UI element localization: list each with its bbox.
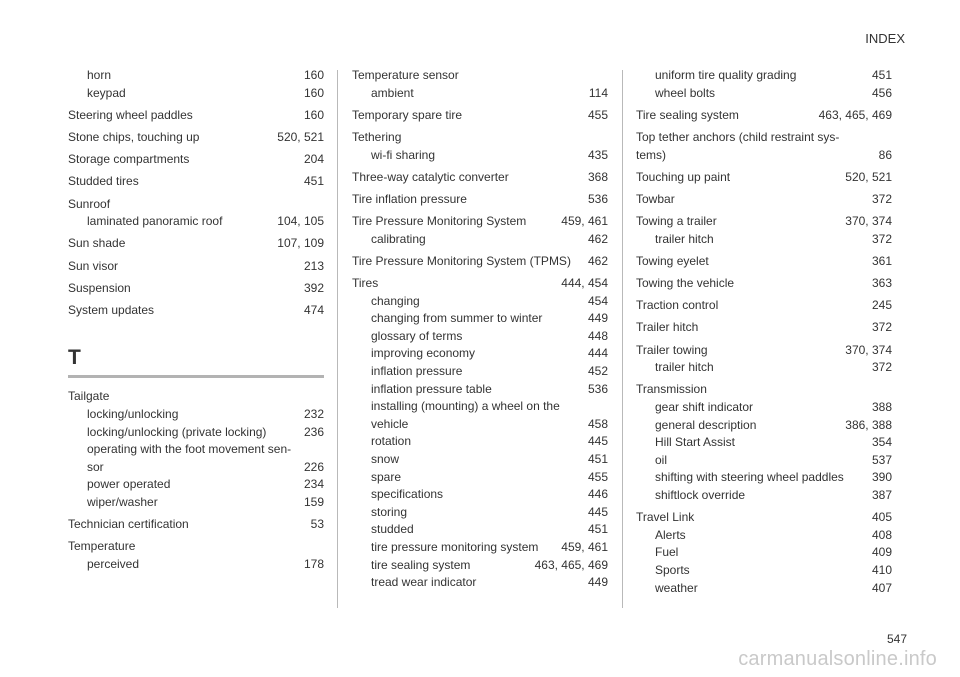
- index-subentry: [352, 557, 608, 575]
- entry-label-line: vehicle: [371, 416, 409, 431]
- entry-label: Sun shade: [68, 236, 126, 251]
- entry-label: [636, 129, 879, 164]
- entry-page-ref: 474: [303, 302, 324, 317]
- entry-label: rotation: [371, 434, 412, 449]
- index-subentry: [352, 381, 608, 399]
- entry-label: changing: [371, 293, 420, 308]
- index-subentry: [636, 417, 892, 435]
- entry-label: Suspension: [68, 280, 131, 295]
- entry-label: Touching up paint: [636, 169, 731, 184]
- index-subentry: [352, 521, 608, 539]
- entry-page-ref: 245: [871, 298, 892, 313]
- entry-label: Towing eyelet: [636, 253, 709, 268]
- entry-label: ambient: [371, 85, 414, 100]
- index-entry: [636, 342, 892, 360]
- entry-page-ref: 370, 374: [845, 214, 892, 229]
- index-subentry: [636, 562, 892, 580]
- entry-label-line: sor: [87, 459, 104, 474]
- entry-page-ref: 448: [587, 328, 608, 343]
- entry-label: locking/unlocking (private locking): [87, 424, 267, 439]
- section-divider: [68, 375, 324, 378]
- index-column-1: [68, 67, 324, 574]
- index-subentry: [68, 556, 324, 574]
- index-subentry: [352, 451, 608, 469]
- entry-page-ref: 213: [303, 258, 324, 273]
- entry-label: Alerts: [655, 527, 686, 542]
- index-subentry: [68, 476, 324, 494]
- entry-label: Towing a trailer: [636, 214, 717, 229]
- entry-page-ref: 446: [587, 487, 608, 502]
- entry-label-line: Top tether anchors (child restraint sys-: [636, 129, 840, 144]
- entry-page-ref: 178: [303, 557, 324, 571]
- entry-label: Fuel: [655, 545, 679, 560]
- entry-label: trailer hitch: [655, 231, 714, 246]
- entry-label: laminated panoramic roof: [87, 214, 223, 229]
- index-entry: [68, 173, 324, 191]
- entry-page-ref: 449: [587, 311, 608, 326]
- index-subentry: [636, 452, 892, 470]
- index-subentry: [352, 293, 608, 311]
- index-subentry: [636, 527, 892, 545]
- index-subentry: [352, 574, 608, 592]
- entry-page-ref: 435: [587, 147, 608, 162]
- index-subentry: [68, 424, 324, 442]
- entry-page-ref: 410: [871, 562, 892, 577]
- index-entry: [636, 213, 892, 231]
- index-subentry: [68, 67, 324, 85]
- index-entry: [636, 297, 892, 315]
- entry-page-ref: 463, 465, 469: [818, 107, 892, 122]
- entry-label: Stone chips, touching up: [68, 129, 200, 144]
- entry-label: changing from summer to winter: [371, 311, 543, 326]
- entry-label: Tire inflation pressure: [352, 191, 467, 206]
- entry-label: gear shift indicator: [655, 400, 754, 415]
- index-subentry: [352, 310, 608, 328]
- index-entry: [352, 253, 608, 271]
- entry-page-ref: 388: [871, 400, 892, 415]
- entry-label: Transmission: [636, 382, 707, 397]
- entry-label: storing: [371, 504, 408, 519]
- entry-page-ref: 444, 454: [561, 276, 608, 291]
- index-entry: [68, 388, 324, 406]
- column-divider: [337, 70, 338, 608]
- entry-label: Hill Start Assist: [655, 435, 736, 450]
- index-subentry: [68, 213, 324, 231]
- index-entry: [636, 319, 892, 337]
- index-subentry: [636, 359, 892, 377]
- entry-label: keypad: [87, 85, 126, 100]
- entry-page-ref: 536: [587, 381, 608, 396]
- index-entry: [68, 258, 324, 276]
- entry-label: general description: [655, 417, 757, 432]
- entry-page-ref: 536: [587, 191, 608, 206]
- index-entry: [636, 129, 892, 164]
- entry-label: Sun visor: [68, 258, 119, 273]
- entry-label: tire sealing system: [371, 557, 471, 572]
- index-column-2: [352, 67, 608, 592]
- entry-page-ref: 232: [303, 407, 324, 422]
- index-entry: [636, 381, 892, 399]
- entry-page-ref: 368: [587, 169, 608, 184]
- index-subentry: [636, 487, 892, 505]
- index-subentry: [352, 486, 608, 504]
- entry-page-ref: 520, 521: [277, 129, 324, 144]
- entry-label: Technician certification: [68, 517, 189, 532]
- entry-page-ref: 455: [587, 107, 608, 122]
- entry-label: Tailgate: [68, 389, 110, 404]
- entry-page-ref: 159: [303, 495, 324, 510]
- entry-label: Trailer towing: [636, 342, 708, 357]
- entry-page-ref: 363: [871, 276, 892, 291]
- entry-page-ref: 160: [303, 68, 324, 82]
- entry-page-ref: 449: [587, 575, 608, 590]
- entry-page-ref: 236: [303, 424, 324, 439]
- entry-label: Temperature sensor: [352, 68, 459, 82]
- entry-page-ref: 372: [871, 231, 892, 246]
- index-entry: [352, 275, 608, 293]
- index-entry: [636, 509, 892, 527]
- entry-page-ref: 407: [871, 580, 892, 595]
- index-subentry: [636, 231, 892, 249]
- entry-label: [352, 398, 588, 433]
- entry-page-ref: 537: [871, 452, 892, 467]
- entry-page-ref: 160: [303, 107, 324, 122]
- entry-page-ref: 354: [871, 435, 892, 450]
- entry-page-ref: 451: [303, 174, 324, 189]
- entry-label: inflation pressure table: [371, 381, 492, 396]
- entry-label: snow: [371, 452, 400, 467]
- index-entry: [636, 191, 892, 209]
- entry-page-ref: 458: [587, 416, 608, 431]
- entry-page-ref: 372: [871, 320, 892, 335]
- section-letter: T: [68, 346, 81, 370]
- entry-page-ref: 370, 374: [845, 342, 892, 357]
- index-subentry: [352, 85, 608, 103]
- entry-page-ref: 451: [587, 522, 608, 537]
- entry-label: Towbar: [636, 191, 675, 206]
- index-entry: [352, 213, 608, 231]
- entry-page-ref: 390: [871, 470, 892, 485]
- index-subentry: [352, 328, 608, 346]
- entry-label: Tire Pressure Monitoring System (TPMS): [352, 253, 571, 268]
- entry-label: weather: [655, 580, 698, 595]
- entry-page-ref: 114: [588, 85, 608, 100]
- entry-page-ref: 454: [587, 293, 608, 308]
- index-subentry: [636, 85, 892, 103]
- entry-label: Three-way catalytic converter: [352, 169, 509, 184]
- index-subentry: [636, 469, 892, 487]
- entry-page-ref: 386, 388: [845, 417, 892, 432]
- entry-page-ref: 392: [303, 280, 324, 295]
- index-subentry: [352, 469, 608, 487]
- index-subentry: [636, 67, 892, 85]
- entry-page-ref: 445: [587, 434, 608, 449]
- entry-label: Tires: [352, 276, 379, 291]
- entry-label-line: operating with the foot movement sen-: [87, 442, 292, 457]
- entry-label: specifications: [371, 487, 444, 502]
- index-entry: [636, 253, 892, 271]
- index-subentry: [636, 434, 892, 452]
- entry-page-ref: 409: [871, 545, 892, 560]
- index-subentry: [352, 398, 608, 433]
- letter-section-header: [68, 345, 324, 378]
- entry-label: Steering wheel paddles: [68, 107, 193, 122]
- entry-page-ref: 387: [871, 488, 892, 502]
- entry-label: Sports: [655, 562, 690, 577]
- entry-label: glossary of terms: [371, 328, 463, 343]
- entry-page-ref: 226: [303, 459, 324, 474]
- index-subentry: [636, 580, 892, 598]
- entry-label: uniform tire quality grading: [655, 68, 797, 82]
- entry-label: tread wear indicator: [371, 575, 477, 590]
- index-subentry: [352, 147, 608, 165]
- entry-page-ref: 459, 461: [561, 540, 608, 554]
- entry-page-ref: 372: [871, 191, 892, 206]
- entry-label-line: tems): [636, 147, 666, 162]
- entry-label: studded: [371, 522, 414, 537]
- index-entry: [68, 107, 324, 125]
- entry-label: spare: [371, 469, 402, 484]
- entry-label: Tire sealing system: [636, 107, 739, 122]
- index-subentry: [352, 504, 608, 522]
- entry-label: Travel Link: [636, 510, 695, 525]
- index-entry: [636, 169, 892, 187]
- index-entry: [68, 196, 324, 214]
- entry-page-ref: 455: [587, 469, 608, 484]
- index-subentry: [68, 406, 324, 424]
- column-divider: [622, 70, 623, 608]
- entry-label: wi-fi sharing: [371, 147, 436, 162]
- entry-label: Traction control: [636, 298, 719, 313]
- entry-page-ref: 459, 461: [561, 214, 608, 229]
- entry-label: inflation pressure: [371, 364, 463, 379]
- index-subentry: [636, 544, 892, 562]
- entry-label-line: installing (mounting) a wheel on the: [371, 399, 560, 414]
- index-entry: [68, 235, 324, 253]
- entry-label: wiper/washer: [87, 495, 158, 510]
- index-entry: [352, 191, 608, 209]
- entry-page-ref: 462: [587, 231, 608, 246]
- index-column-3: [636, 67, 892, 597]
- entry-page-ref: 451: [871, 68, 892, 82]
- entry-label: Trailer hitch: [636, 320, 699, 335]
- entry-label: Tire Pressure Monitoring System: [352, 214, 527, 229]
- page-header-title: INDEX: [865, 31, 905, 46]
- entry-label: wheel bolts: [655, 85, 716, 100]
- index-entry: [68, 516, 324, 534]
- entry-page-ref: 86: [878, 147, 892, 162]
- index-entry: [636, 275, 892, 293]
- index-entry: [352, 107, 608, 125]
- entry-label: shifting with steering wheel paddles: [655, 470, 844, 485]
- index-subentry: [68, 85, 324, 103]
- entry-label: System updates: [68, 302, 155, 317]
- entry-page-ref: 452: [587, 364, 608, 379]
- entry-page-ref: 444: [587, 346, 608, 361]
- entry-label: shiftlock override: [655, 488, 746, 502]
- entry-page-ref: 462: [587, 253, 608, 268]
- page-number: 547: [886, 632, 907, 646]
- index-subentry: [68, 494, 324, 512]
- entry-page-ref: 234: [303, 477, 324, 492]
- entry-page-ref: 456: [871, 85, 892, 100]
- entry-page-ref: 204: [303, 152, 324, 167]
- index-subentry: [352, 345, 608, 363]
- index-entry: [352, 67, 608, 85]
- entry-label: Sunroof: [68, 196, 111, 211]
- index-entry: [68, 129, 324, 147]
- index-subentry: [68, 441, 324, 476]
- entry-label: perceived: [87, 557, 140, 571]
- index-subentry: [352, 363, 608, 381]
- entry-label: improving economy: [371, 346, 476, 361]
- watermark-text: carmanualsonline.info: [738, 648, 937, 670]
- entry-page-ref: 405: [871, 510, 892, 525]
- entry-page-ref: 361: [871, 253, 892, 268]
- entry-label: horn: [87, 68, 112, 82]
- index-subentry: [352, 433, 608, 451]
- entry-label: Studded tires: [68, 174, 139, 189]
- index-entry: [352, 129, 608, 147]
- index-entry: [68, 302, 324, 320]
- entry-label: [68, 441, 304, 476]
- index-entry: [352, 169, 608, 187]
- entry-label: Tethering: [352, 129, 402, 144]
- entry-page-ref: 445: [587, 504, 608, 519]
- index-subentry: [636, 399, 892, 417]
- entry-page-ref: 372: [871, 360, 892, 375]
- entry-label: calibrating: [371, 231, 426, 246]
- entry-label: trailer hitch: [655, 360, 714, 375]
- index-entry: [68, 280, 324, 298]
- index-entry: [68, 538, 324, 556]
- entry-page-ref: 160: [303, 85, 324, 100]
- index-entry: [636, 107, 892, 125]
- entry-label: power operated: [87, 477, 171, 492]
- index-subentry: [352, 231, 608, 249]
- entry-page-ref: 451: [587, 452, 608, 467]
- index-entry: [68, 151, 324, 169]
- entry-page-ref: 104, 105: [277, 214, 324, 229]
- entry-label: Temperature: [68, 539, 136, 554]
- entry-label: locking/unlocking: [87, 407, 179, 422]
- entry-page-ref: 408: [871, 527, 892, 542]
- entry-page-ref: 107, 109: [277, 236, 324, 251]
- entry-label: Towing the vehicle: [636, 276, 735, 291]
- entry-label: Storage compartments: [68, 152, 190, 167]
- entry-label: oil: [655, 452, 668, 467]
- entry-page-ref: 463, 465, 469: [534, 557, 608, 572]
- index-subentry: [352, 539, 608, 557]
- entry-page-ref: 520, 521: [845, 169, 892, 184]
- entry-page-ref: 53: [310, 517, 324, 532]
- entry-label: Temporary spare tire: [352, 107, 463, 122]
- entry-label: tire pressure monitoring system: [371, 540, 539, 554]
